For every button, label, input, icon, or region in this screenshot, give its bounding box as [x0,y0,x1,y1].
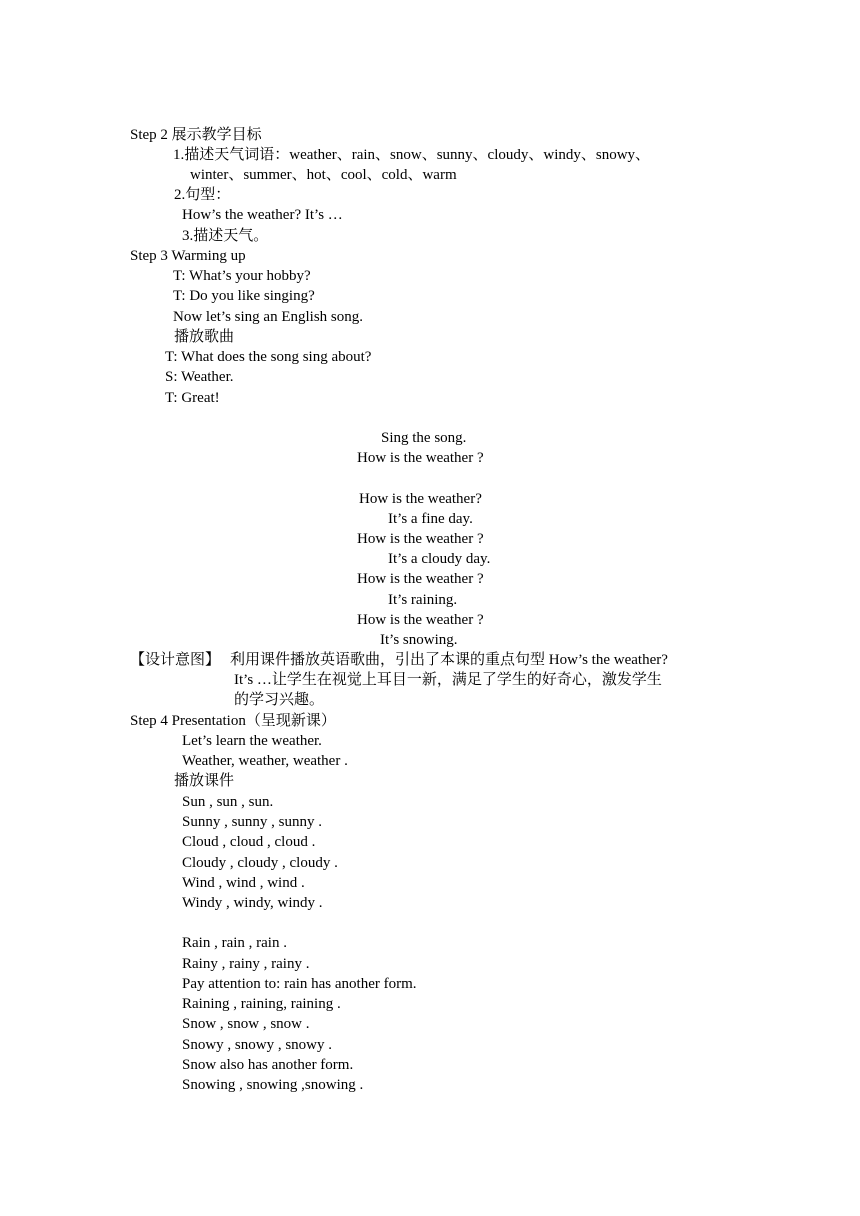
step3-line: T: Great! [165,390,220,406]
step4-word-line: Snow also has another form. [182,1057,354,1073]
step4-word-line: Snow , snow , snow . [182,1016,310,1032]
step4-intro-line: Let’s learn the weather. [182,733,322,749]
step4-word-line: Pay attention to: rain has another form. [182,976,417,992]
step3-line: T: Do you like singing? [173,288,315,304]
step4-word-line: Cloudy , cloudy , cloudy . [182,855,338,871]
step4-word-line: Raining , raining, raining . [182,996,341,1012]
design-intent-label: 【设计意图】 [130,652,221,668]
song-line: It’s a fine day. [388,511,473,527]
design-intent-line2: It’s …让学生在视觉上耳目一新，满足了学生的好奇心，激发学生 [234,672,662,688]
step4-word-line: Windy , windy, windy . [182,895,323,911]
step3-line: T: What does the song sing about? [165,349,372,365]
step3-line: 播放歌曲 [174,329,235,345]
step3-line: S: Weather. [165,369,234,385]
song-line: It’s a cloudy day. [388,551,491,567]
song-line: How is the weather? [359,491,482,507]
step4-intro-line: Weather, weather, weather . [182,753,348,769]
step2-heading: Step 2 展示教学目标 [130,127,262,143]
step3-line: Now let’s sing an English song. [173,309,363,325]
step2-item2-label: 2.句型： [174,187,231,203]
song-line: It’s raining. [388,592,458,608]
step4-heading: Step 4 Presentation（呈现新课） [130,713,336,729]
step4-word-line: Sun , sun , sun. [182,794,274,810]
step4-word-line: Sunny , sunny , sunny . [182,814,323,830]
design-intent-line3: 的学习兴趣。 [234,692,325,708]
step4-word-line: Cloud , cloud , cloud . [182,834,316,850]
design-intent-line1: 利用课件播放英语歌曲，引出了本课的重点句型 How’s the weather? [230,652,668,668]
step4-word-line: Snowing , snowing ,snowing . [182,1077,364,1093]
step4-courseware: 播放课件 [174,773,235,789]
step4-word-line: Rainy , rainy , rainy . [182,956,310,972]
song-line: How is the weather ? [357,612,484,628]
song-intro: Sing the song. [381,430,467,446]
step4-word-line: Rain , rain , rain . [182,935,287,951]
step3-line: T: What’s your hobby? [173,268,311,284]
song-title: How is the weather ? [357,450,484,466]
step4-word-line: Snowy , snowy , snowy . [182,1037,333,1053]
step2-item2-pattern: How’s the weather? It’s … [182,207,343,223]
step2-item3: 3.描述天气。 [182,228,269,244]
song-line: How is the weather ? [357,571,484,587]
step2-item1-line1: 1.描述天气词语：weather、rain、snow、sunny、cloudy、windy、snowy、 [173,147,651,163]
step4-word-line: Wind , wind , wind . [182,875,305,891]
step2-item1-line2: winter、summer、hot、cool、cold、warm [190,167,457,183]
song-line: How is the weather ? [357,531,484,547]
step3-heading: Step 3 Warming up [130,248,246,264]
song-line: It’s snowing. [380,632,458,648]
